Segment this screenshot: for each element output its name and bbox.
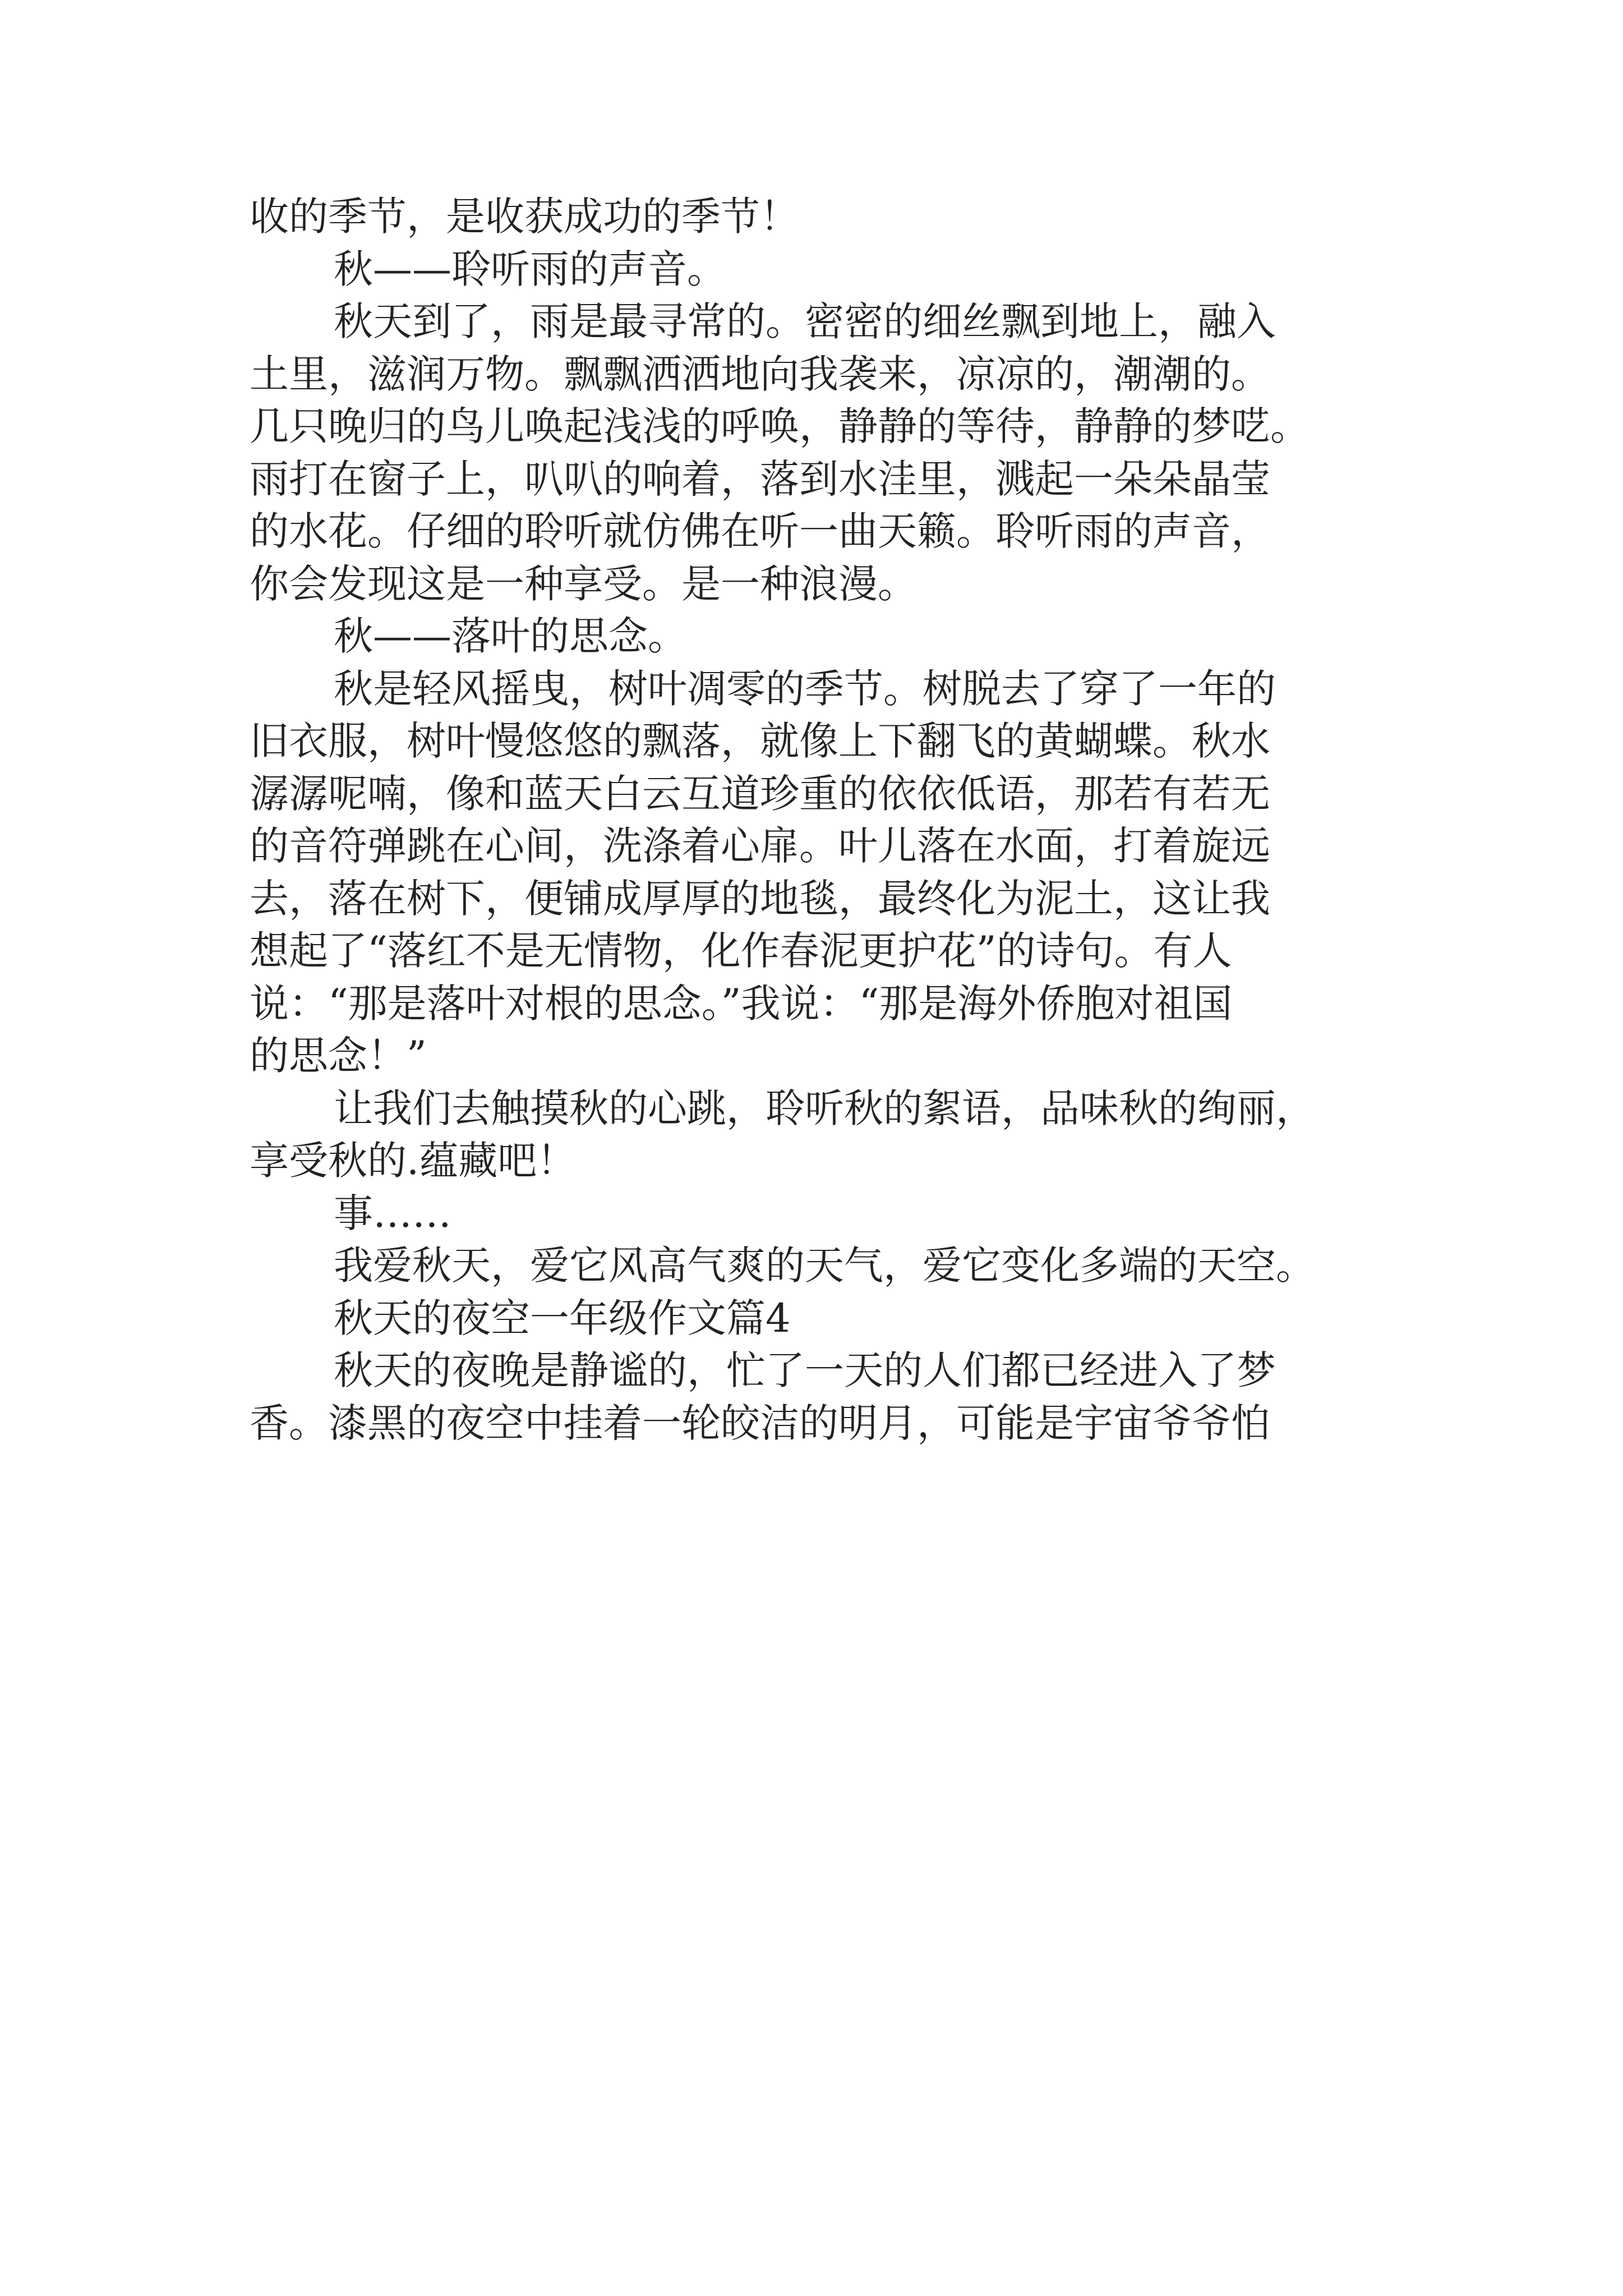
text-line: 秋天的夜晚是静谧的，忙了一天的人们都已经进入了梦 xyxy=(334,1347,1276,1393)
text-line: 秋天到了，雨是最寻常的。密密的细丝飘到地上，融入 xyxy=(334,298,1276,344)
text-line: 去，落在树下，便铺成厚厚的地毯，最终化为泥土，这让我 xyxy=(250,875,1270,922)
text-line: 的水花。仔细的聆听就仿佛在听一曲天籁。聆听雨的声音， xyxy=(250,508,1270,554)
text-line: 旧衣服，树叶慢悠悠的飘落，就像上下翻飞的黄蝴蝶。秋水 xyxy=(250,718,1270,764)
body-text xyxy=(250,191,1399,1450)
text-line: 我爱秋天，爱它风高气爽的天气，爱它变化多端的天空。 xyxy=(334,1243,1315,1289)
text-line: 秋是轻风摇曳，树叶凋零的季节。树脱去了穿了一年的 xyxy=(334,665,1276,712)
text-line: 雨打在窗子上，叭叭的响着，落到水洼里，溅起一朵朵晶莹 xyxy=(250,455,1270,502)
text-line: 收的季节，是收获成功的季节！ xyxy=(250,194,799,240)
text-line: 潺潺呢喃，像和蓝天白云互道珍重的依依低语，那若有若无 xyxy=(250,770,1270,817)
text-line: 你会发现这是一种享受。是一种浪漫。 xyxy=(250,560,917,607)
text-line: 的思念！” xyxy=(250,1033,427,1079)
essay-title: 秋天的夜空一年级作文篇4 xyxy=(334,1295,791,1341)
text-line: 几只晚归的鸟儿唤起浅浅的呼唤，静静的等待，静静的梦呓。 xyxy=(250,403,1310,449)
section-heading-rain: 秋——聆听雨的声音。 xyxy=(334,246,726,292)
text-line: 土里，滋润万物。飘飘洒洒地向我袭来，凉凉的，潮潮的。 xyxy=(250,351,1270,397)
text-line: 让我们去触摸秋的心跳，聆听秋的絮语，品味秋的绚丽， xyxy=(334,1085,1315,1131)
section-heading-leaves: 秋——落叶的思念。 xyxy=(334,613,687,659)
text-line: 事…… xyxy=(334,1190,451,1236)
text-line: 想起了“落红不是无情物，化作春泥更护花”的诗句。有人 xyxy=(250,928,1232,974)
text-line: 享受秋的.蕴藏吧！ xyxy=(250,1138,577,1184)
text-line: 说：“那是落叶对根的思念。”我说：“那是海外侨胞对祖国 xyxy=(250,980,1233,1027)
text-line: 的音符弹跳在心间，洗涤着心扉。叶儿落在水面，打着旋远 xyxy=(250,823,1270,869)
text-line: 香。漆黑的夜空中挂着一轮皎洁的明月，可能是宇宙爷爷怕 xyxy=(250,1400,1270,1446)
